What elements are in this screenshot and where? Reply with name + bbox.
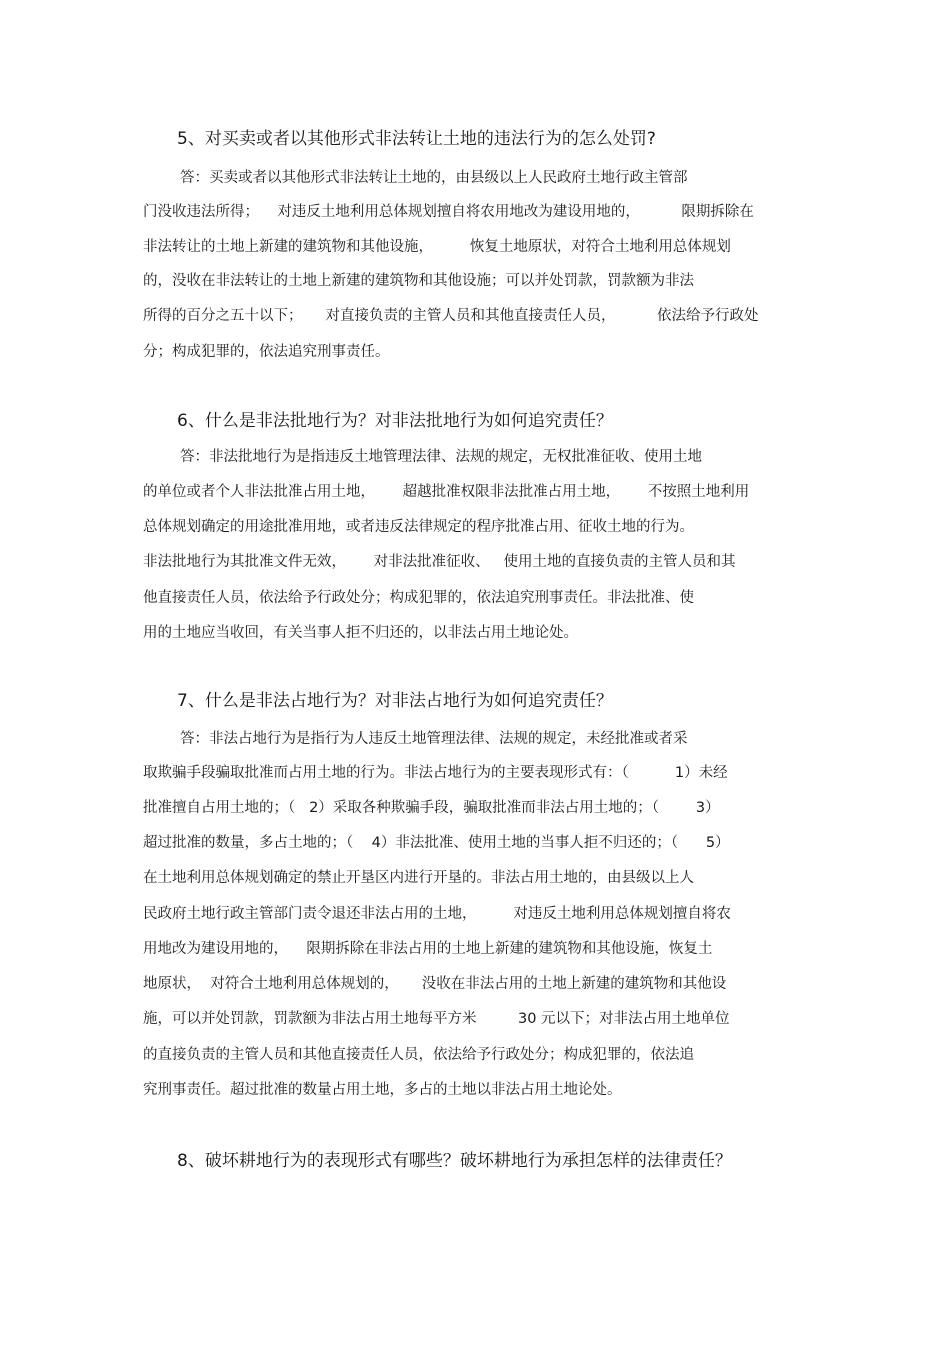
section-5-heading: 5、对买卖或者以其他形式非法转让土地的违法行为的怎么处罚? <box>177 129 656 149</box>
section-5-line: 非法转让的土地上新建的建筑物和其他设施， 恢复土地原状，对符合土地利用总体规划 <box>143 239 731 255</box>
section-7-line: 施，可以并处罚款，罚款额为非法占用土地每平方米 30 元以下；对非法占用土地单位 <box>143 1011 730 1027</box>
section-5-line: 门没收违法所得； 对违反土地利用总体规划擅自将农用地改为建设用地的， 限期拆除在 <box>143 204 754 220</box>
section-5-line: 答：买卖或者以其他形式非法转让土地的，由县级以上人民政府土地行政主管部 <box>180 170 688 186</box>
section-7-line: 民政府土地行政主管部门责令退还非法占用的土地， 对违反土地利用总体规划擅自将农 <box>143 906 731 922</box>
section-7-line: 究刑事责任。超过批准的数量占用土地，多占的土地以非法占用土地论处。 <box>143 1082 622 1098</box>
section-7-heading: 7、什么是非法占地行为？对非法占地行为如何追究责任？ <box>177 691 613 711</box>
section-8-heading: 8、破坏耕地行为的表现形式有哪些？破坏耕地行为承担怎样的法律责任？ <box>177 1151 732 1171</box>
section-7-line: 的直接负责的主管人员和其他直接责任人员，依法给予行政处分；构成犯罪的，依法追 <box>143 1047 694 1063</box>
section-6-heading: 6、什么是非法批地行为？对非法批地行为如何追究责任？ <box>177 411 613 431</box>
section-5-line: 的，没收在非法转让的土地上新建的建筑物和其他设施；可以并处罚款，罚款额为非法 <box>143 273 694 289</box>
section-7-line: 地原状， 对符合土地利用总体规划的， 没收在非法占用的土地上新建的建筑物和其他设 <box>143 976 727 992</box>
section-7-line: 在土地利用总体规划确定的禁止开垦区内进行开垦的。非法占用土地的，由县级以上人 <box>143 870 694 886</box>
section-5-line: 所得的百分之五十以下； 对直接负责的主管人员和其他直接责任人员， 依法给予行政处 <box>143 308 759 324</box>
section-7-line: 超过批准的数量，多占土地的；（ 4）非法批准、使用土地的当事人拒不归还的；（ 5） <box>143 835 730 851</box>
section-7-line: 取欺骗手段骗取批准而占用土地的行为。非法占地行为的主要表现形式有：（ 1）未经 <box>143 765 728 781</box>
section-6-line: 非法批地行为其批准文件无效， 对非法批准征收、 使用土地的直接负责的主管人员和其 <box>143 554 736 570</box>
section-6-line: 的单位或者个人非法批准占用土地， 超越批准权限非法批准占用土地， 不按照土地利用 <box>143 484 750 500</box>
section-7-line: 批准擅自占用土地的；（ 2）采取各种欺骗手段，骗取批准而非法占用土地的；（ 3） <box>143 800 720 816</box>
section-6-line: 他直接责任人员，依法给予行政处分；构成犯罪的，依法追究刑事责任。非法批准、使 <box>143 590 694 606</box>
section-7-line: 答：非法占地行为是指行为人违反土地管理法律、法规的规定，未经批准或者采 <box>180 731 688 747</box>
section-5-line: 分；构成犯罪的，依法追究刑事责任。 <box>143 344 390 360</box>
section-7-line: 用地改为建设用地的， 限期拆除在非法占用的土地上新建的建筑物和其他设施，恢复土 <box>143 941 713 957</box>
section-6-line: 用的土地应当收回，有关当事人拒不归还的，以非法占用土地论处。 <box>143 625 578 641</box>
section-6-line: 答：非法批地行为是指违反土地管理法律、法规的规定，无权批准征收、使用土地 <box>180 449 702 465</box>
section-6-line: 总体规划确定的用途批准用地，或者违反法律规定的程序批准占用、征收土地的行为。 <box>143 519 694 535</box>
